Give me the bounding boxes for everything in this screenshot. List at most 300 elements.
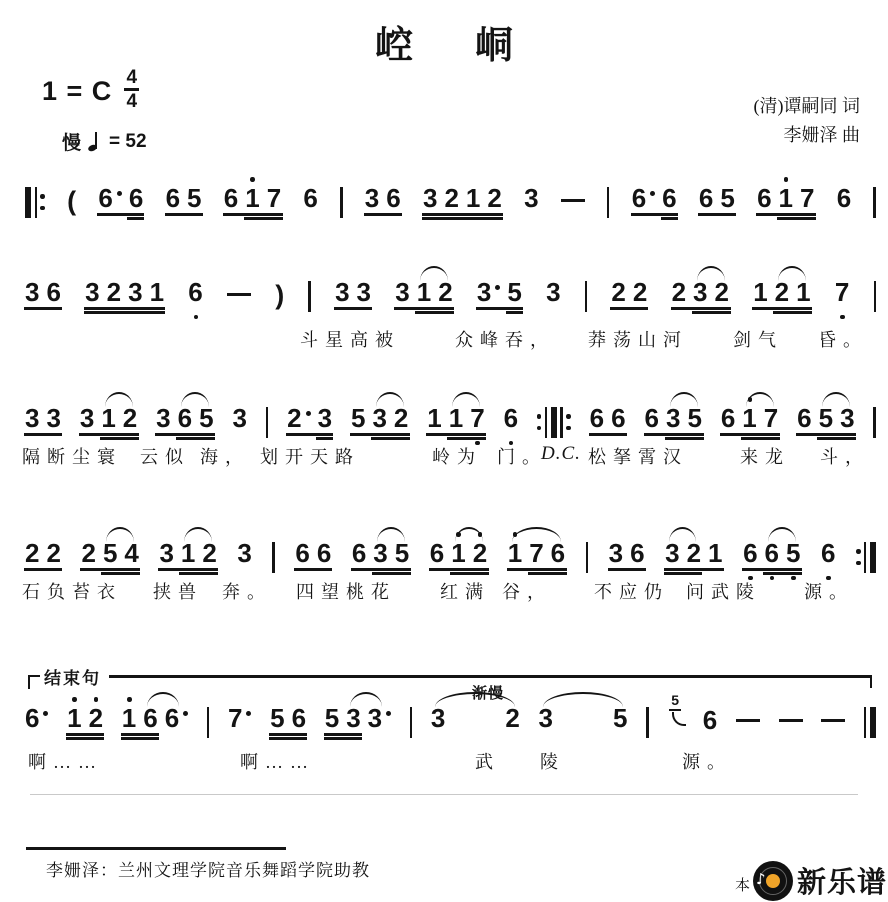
parenthesis: ): [275, 280, 285, 310]
beam-line: [507, 568, 567, 571]
glide-curve: [672, 712, 686, 726]
beam-line: [664, 572, 702, 575]
note-group: [270, 704, 306, 746]
note-group: [590, 404, 626, 446]
note-digit: 1: [708, 538, 723, 568]
lyric-text: 斗星高被: [300, 330, 400, 350]
duration-dash: [561, 199, 585, 202]
barline: [25, 187, 31, 218]
lyric-text: 陵: [540, 752, 565, 772]
note-digit: 1: [742, 403, 757, 433]
note-digit: 5: [102, 538, 118, 568]
note-digit: 3: [346, 703, 361, 733]
note-digit: 1: [149, 277, 165, 307]
note: [507, 278, 521, 306]
note: [124, 539, 138, 567]
slur-arc: [455, 527, 483, 542]
note-digit: 7: [266, 183, 282, 213]
note-digit: 5: [507, 277, 522, 307]
note-digit: 1: [753, 277, 768, 307]
note: [800, 184, 814, 212]
beam-line: [286, 433, 333, 436]
grace-note-figure: [667, 692, 718, 746]
note-digit: 6: [177, 403, 193, 433]
barline: [873, 407, 875, 438]
dot: [856, 549, 861, 554]
note: [80, 404, 94, 432]
note: [267, 184, 281, 212]
lyric-text: 不应仍: [594, 582, 669, 602]
note-digit: 7: [227, 703, 243, 733]
beam-line: [589, 433, 627, 436]
note-digit: 2: [202, 538, 217, 568]
note-digit: 7: [529, 538, 544, 568]
note-group: [835, 278, 849, 320]
slur-arc: [746, 392, 774, 407]
note: [665, 539, 679, 567]
note-group: [67, 704, 103, 746]
note-digit: 6: [46, 277, 61, 307]
note: [505, 704, 519, 732]
augmentation-dot: [386, 711, 391, 716]
beam-line: [796, 433, 856, 436]
note: [662, 184, 676, 212]
beam-line: [741, 437, 780, 440]
barline: [864, 542, 866, 573]
barline: [207, 707, 209, 738]
note-group: [423, 184, 502, 226]
note-group: [837, 184, 851, 226]
note-digit: 6: [351, 538, 367, 568]
note-group: [395, 278, 452, 320]
title-char-1: 崆: [374, 25, 413, 67]
note: [287, 404, 310, 432]
note-group: [335, 278, 371, 320]
lyric-text: 挟兽: [153, 582, 203, 602]
note: [318, 404, 332, 432]
lyricist-credit: (清)谭嗣同 词: [753, 96, 860, 116]
note-group: [25, 704, 48, 746]
octave-dot-low: [194, 315, 199, 320]
augmentation-dot: [246, 711, 251, 716]
note-digit: 2: [632, 277, 648, 307]
beam-line: [364, 213, 402, 216]
note: [779, 184, 793, 212]
beam-line: [66, 733, 104, 736]
note: [368, 704, 391, 732]
beam-line: [671, 307, 731, 310]
note: [67, 704, 81, 732]
lyric-text: 划开天路: [260, 447, 360, 467]
note-digit: 2: [686, 538, 702, 568]
beam-line: [97, 213, 144, 216]
note: [46, 539, 60, 567]
lyrics-line-2: [0, 326, 888, 350]
note-digit: 3: [364, 183, 380, 213]
note: [178, 404, 192, 432]
beam-line: [422, 213, 503, 216]
note-group: [504, 404, 518, 446]
note: [245, 184, 259, 212]
author-bio: 李姗泽：兰州文理学院音乐舞蹈学院助教: [46, 861, 370, 880]
beam-line: [66, 737, 104, 740]
beam-line: [127, 217, 144, 220]
note-digit: 2: [46, 538, 61, 568]
slur-arc: [376, 392, 404, 407]
note: [840, 404, 854, 432]
slur-arc: [105, 392, 133, 407]
note-group: [303, 184, 317, 226]
note-group: [224, 184, 281, 226]
augmentation-dot: [43, 711, 48, 716]
notation-line-1: [25, 178, 876, 226]
notation-line-3: [25, 398, 876, 446]
note-digit: 3: [128, 277, 143, 307]
note-digit: 1: [427, 403, 442, 433]
tempo-word: 慢: [62, 133, 82, 154]
note-group: [431, 704, 520, 746]
note-digit: 1: [465, 183, 481, 213]
note: [395, 278, 409, 306]
note: [430, 539, 444, 567]
note-digit: 5: [818, 403, 834, 433]
note: [835, 278, 849, 306]
barline: [266, 407, 268, 438]
note-group: [80, 404, 137, 446]
note-digit: 2: [393, 403, 409, 433]
beam-line: [763, 572, 802, 575]
note: [786, 539, 800, 567]
note: [199, 404, 213, 432]
note-digit: 5: [786, 538, 801, 568]
note: [303, 184, 317, 212]
beam-line: [692, 311, 731, 314]
note: [431, 704, 445, 732]
beam-line: [610, 307, 648, 310]
note-group: [85, 278, 164, 320]
note-digit: 6: [223, 183, 239, 213]
note-group: [159, 539, 216, 581]
augmentation-dot: [183, 711, 188, 716]
note: [351, 404, 365, 432]
note: [590, 404, 604, 432]
note: [357, 278, 371, 306]
lyrics-line-3: [0, 443, 888, 467]
note-digit: 5: [187, 183, 202, 213]
beam-line: [476, 307, 523, 310]
slur-arc: [181, 392, 209, 407]
beam-line: [324, 733, 362, 736]
augmentation-dot: [306, 411, 311, 416]
duration-dash: [736, 719, 760, 722]
bracket-corner: [28, 675, 40, 689]
lyric-text: 源。: [682, 752, 732, 772]
note-digit: 6: [644, 403, 659, 433]
note: [672, 278, 686, 306]
note-group: [122, 704, 188, 746]
note: [98, 184, 121, 212]
key-signature: 1 = C: [42, 75, 113, 106]
note: [765, 539, 779, 567]
barline: [870, 707, 876, 738]
note: [539, 704, 553, 732]
note-digit: 1: [507, 538, 523, 568]
note: [693, 278, 707, 306]
barline: [410, 707, 412, 738]
parenthesis: (: [67, 186, 77, 216]
slur-arc: [669, 527, 696, 542]
note-digit: 3: [159, 538, 174, 568]
meter-denominator: 4: [126, 90, 138, 112]
note-digit: 3: [693, 277, 708, 307]
note-digit: 3: [372, 403, 387, 433]
dot: [566, 414, 571, 419]
tempo-value: = 52: [109, 130, 147, 152]
beam-line: [528, 572, 567, 575]
barline: [340, 187, 342, 218]
note-group: [228, 704, 251, 746]
note: [609, 539, 623, 567]
note-group: [721, 404, 778, 446]
note-digit: 2: [444, 183, 459, 213]
note-digit: 6: [630, 538, 645, 568]
lyrics-line-5: [0, 748, 888, 772]
lyric-text: 隔断尘寰: [22, 447, 122, 467]
note-group: [508, 539, 565, 581]
da-capo-label: D.C.: [541, 443, 581, 464]
note-digit: 6: [165, 183, 181, 213]
beam-line: [80, 568, 140, 571]
note: [645, 404, 659, 432]
note-digit: 3: [538, 703, 553, 733]
barline: [35, 187, 37, 218]
lyric-text: 众峰吞，: [455, 330, 555, 350]
note-group: [797, 404, 854, 446]
beam-line: [450, 572, 489, 575]
note: [613, 704, 627, 732]
composer-credit: 李姗泽 曲: [783, 125, 860, 145]
octave-dot-high: [127, 697, 132, 702]
lyric-text: 红满: [440, 582, 490, 602]
beam-line: [756, 213, 816, 216]
dot: [537, 426, 542, 431]
barline: [874, 281, 876, 312]
slur-arc: [452, 392, 480, 407]
note: [775, 278, 789, 306]
barline: [551, 407, 557, 438]
note-digit: 6: [836, 183, 852, 213]
note: [529, 539, 543, 567]
ending-label: 结束句: [44, 669, 101, 688]
note-digit: 6: [25, 703, 40, 733]
beam-line: [608, 568, 646, 571]
note-digit: 2: [505, 703, 520, 733]
note-group: [287, 404, 332, 446]
note-group: [166, 184, 202, 226]
note-digit: 3: [237, 538, 252, 568]
repeat-dots: [856, 549, 861, 565]
note-digit: 3: [430, 703, 446, 733]
note: [394, 404, 408, 432]
barline: [646, 707, 648, 738]
note-group: [546, 278, 560, 320]
barline: [545, 407, 547, 438]
lyric-text: 莽荡山河: [588, 330, 688, 350]
note: [295, 539, 309, 567]
beam-line: [101, 572, 140, 575]
title-char-2: 峒: [475, 25, 514, 67]
note: [466, 184, 480, 212]
note-digit: 2: [487, 183, 502, 213]
note: [796, 278, 810, 306]
note-group: [611, 278, 647, 320]
note-digit: 3: [232, 403, 247, 433]
note-digit: 7: [800, 183, 815, 213]
lyrics-line-4: [0, 578, 888, 602]
slur-arc: [147, 692, 180, 707]
barline: [308, 281, 310, 312]
note-digit: 2: [611, 277, 626, 307]
note-digit: 6: [303, 183, 318, 213]
music-note-icon: ♪: [756, 869, 766, 888]
note-digit: 1: [451, 538, 466, 568]
note-digit: 6: [821, 538, 836, 568]
lyric-text: 石负苔衣: [22, 582, 122, 602]
note-digit: 6: [316, 538, 332, 568]
note-group: [665, 539, 722, 581]
note-digit: 3: [524, 183, 539, 213]
note-digit: 3: [79, 403, 95, 433]
note: [504, 404, 518, 432]
note-group: [156, 404, 213, 446]
repeat-sign: [864, 707, 876, 738]
note: [451, 539, 465, 567]
dot: [40, 206, 45, 211]
slur-arc: [106, 527, 134, 542]
beam-line: [244, 217, 283, 220]
note-digit: 3: [373, 538, 388, 568]
note-digit: 5: [687, 403, 702, 433]
note-digit: 6: [386, 183, 401, 213]
note-digit: 1: [448, 403, 464, 433]
note: [819, 404, 833, 432]
note: [508, 539, 522, 567]
beam-line: [24, 307, 62, 310]
lyric-text: 斗，: [820, 447, 870, 467]
note-group: [699, 184, 735, 226]
note: [473, 539, 487, 567]
note-digit: 1: [245, 183, 260, 213]
beam-line: [176, 437, 215, 440]
note: [143, 704, 157, 732]
repeat-sign: [25, 187, 45, 218]
note: [89, 704, 103, 732]
lyric-text: 来龙: [740, 447, 790, 467]
note: [687, 404, 701, 432]
lyric-text: 源。: [804, 582, 854, 602]
note-digit: 5: [394, 538, 410, 568]
note-digit: 2: [25, 538, 40, 568]
note: [165, 704, 188, 732]
footer-rule: [26, 847, 286, 850]
repeat-dots: [537, 414, 542, 430]
note-digit: 6: [631, 183, 647, 213]
beam-line: [158, 568, 218, 571]
beam-line: [447, 437, 486, 440]
vinyl-record-icon: [753, 861, 793, 901]
beam-line: [426, 433, 486, 436]
slur-arc: [768, 527, 796, 542]
lyric-text: 谷，: [502, 582, 552, 602]
note: [202, 539, 216, 567]
note-group: [81, 539, 138, 581]
note: [122, 704, 136, 732]
note-digit: 6: [429, 538, 445, 568]
beam-line: [165, 213, 203, 216]
note: [837, 184, 851, 212]
dot: [40, 194, 45, 199]
note-digit: 6: [720, 403, 736, 433]
beam-line: [429, 568, 489, 571]
beam-line: [269, 733, 307, 736]
beam-line: [742, 568, 802, 571]
note: [365, 184, 379, 212]
octave-dot-high: [94, 697, 99, 702]
notation-line-4: [25, 533, 876, 581]
slur-arc: [350, 692, 383, 707]
lyric-text: 啊……: [240, 752, 315, 772]
barline: [873, 187, 875, 218]
beam-line: [121, 737, 159, 740]
note: [386, 184, 400, 212]
note-digit: 3: [335, 277, 350, 307]
lyric-text: 岭为: [432, 447, 482, 467]
note-digit: 6: [550, 538, 566, 568]
note-digit: 5: [270, 703, 285, 733]
note-group: [351, 404, 408, 446]
note-digit: 1: [416, 277, 432, 307]
lyric-text: 剑气: [733, 330, 783, 350]
note-digit: 6: [291, 703, 307, 733]
note: [292, 704, 306, 732]
beam-line: [334, 307, 372, 310]
note-digit: 3: [422, 183, 438, 213]
octave-dot-high: [784, 177, 789, 182]
note-group: [295, 539, 331, 581]
note-digit: 5: [350, 403, 366, 433]
beam-line: [415, 311, 454, 314]
note-digit: 2: [714, 277, 729, 307]
note-digit: 3: [546, 277, 561, 307]
note-digit: 6: [662, 183, 677, 213]
augmentation-dot: [495, 285, 500, 290]
note: [224, 184, 238, 212]
cropped-footer-text: 本: [735, 878, 751, 894]
note: [156, 404, 170, 432]
note-digit: 3: [367, 703, 383, 733]
brand-name: 新乐谱: [797, 867, 888, 899]
note: [757, 184, 771, 212]
note-group: [365, 184, 401, 226]
repeat-dots: [40, 194, 45, 210]
duration-dash: [227, 293, 251, 296]
note-digit: 5: [324, 703, 340, 733]
slur-arc: [670, 392, 698, 407]
note-digit: 4: [124, 538, 139, 568]
record-label: [766, 874, 780, 888]
note-digit: 6: [188, 277, 203, 307]
note: [335, 278, 349, 306]
